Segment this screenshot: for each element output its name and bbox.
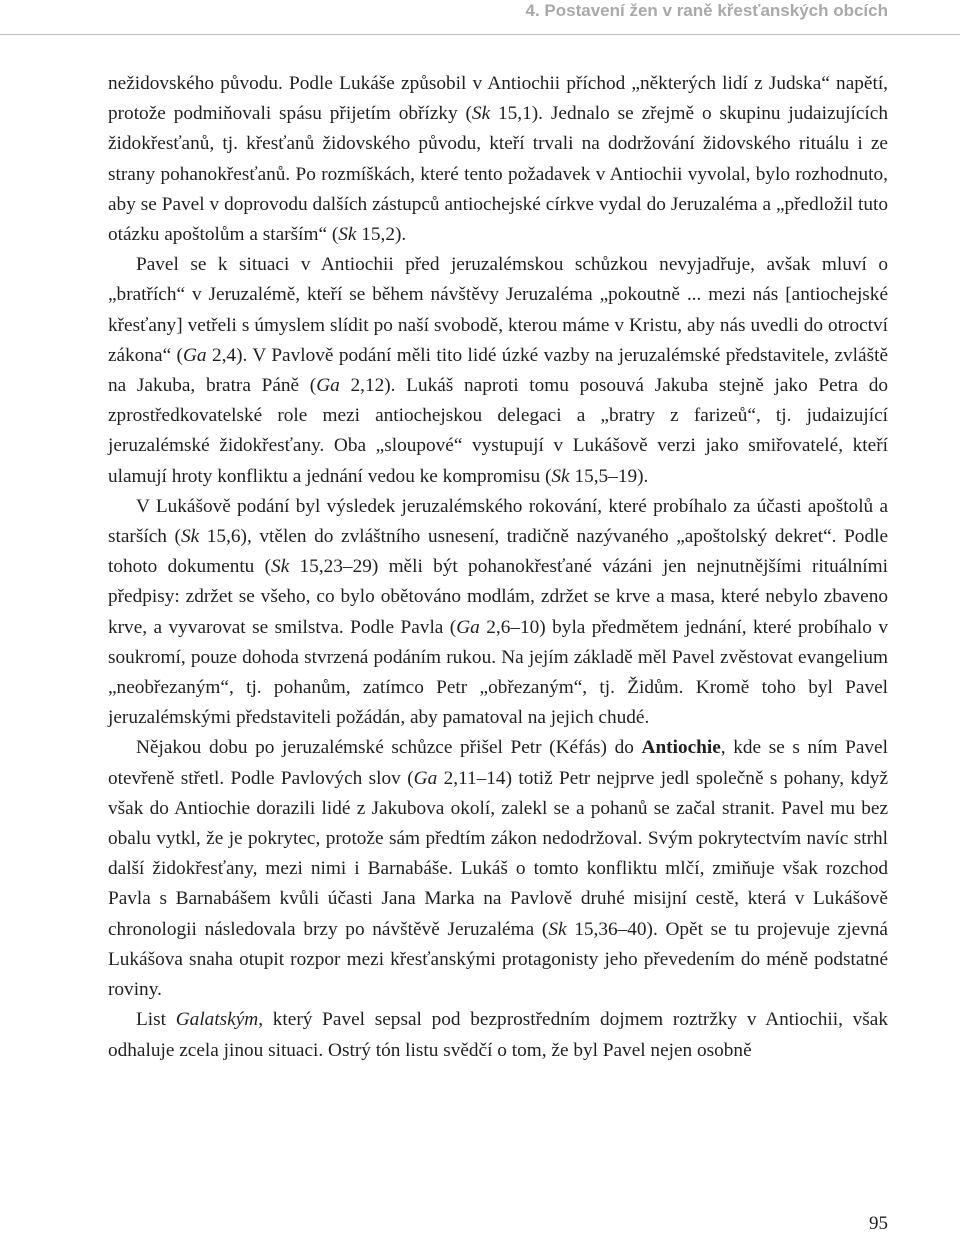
text-run: V Lukášově podání byl výsledek jeruzalémského rokování, které probíhalo za účasti apoštolů a starších ( bbox=[108, 495, 888, 548]
text-run: Pavel se k situaci v Antiochii před jeruzalémskou schůzkou nevyjadřuje, avšak mluví o „bratřích“ v Jeruzalémě, kteří se během návštěvy Jeruzaléma „pokoutně ... mezi nás [antiochejské křesťany] vetřeli s úmyslem slídit po naší svobodě, kterou máme v Kristu, aby nás uvedli do otroctví zákona“ ( bbox=[108, 254, 888, 366]
citation-abbrev: Galatským bbox=[175, 1009, 259, 1031]
text-run: 15,6), vtělen do zvláštního usnesení, tradičně nazývaného „apoštolský dekret“. Podle tohoto dokumentu ( bbox=[108, 526, 888, 578]
citation-abbrev: Sk bbox=[548, 918, 567, 940]
citation-abbrev: Sk bbox=[551, 465, 570, 487]
paragraph bbox=[108, 492, 888, 734]
text-run: 2,6–10) byla předmětem jednání, které probíhalo v soukromí, pouze dohoda stvrzená podáním rukou. Na jejím základě měl Pavel zvěstovat evangelium „neobřezaným“, tj. pohanům, zatímco Petr „obřezaným“, tj. Židům. Kromě toho byl Pavel jeruzalémskými představiteli požádán, aby pamatoval na jejich chudé. bbox=[108, 616, 888, 729]
text-run: 15,36–40). Opět se tu projevuje zjevná Lukášova snaha otupit rozpor mezi křesťanskými protagonisty jeho převedením do méně podstatné roviny. bbox=[108, 918, 888, 1001]
text-run: 15,23–29) měli být pohanokřesťané vázáni jen nejnutnějšími rituálními předpisy: zdržet se všeho, co bylo obětováno modlám, zdržet se krve a masa, které nebylo zbaveno krve, a vyvarovat se smilstva. Podle Pavla ( bbox=[108, 556, 888, 638]
text-run: 15,5–19). bbox=[569, 465, 649, 487]
citation-abbrev: Ga bbox=[413, 767, 438, 789]
paragraph bbox=[108, 1005, 888, 1065]
running-head-title: 4. Postavení žen v raně křesťanských obcích bbox=[525, 1, 888, 20]
citation-abbrev: Ga bbox=[316, 375, 340, 397]
text-run: 15,2). bbox=[356, 224, 407, 246]
citation-abbrev: Sk bbox=[180, 526, 200, 548]
body-text bbox=[108, 69, 888, 1066]
text-run: , který Pavel sepsal pod bezprostředním dojmem roztržky v Antiochii, však odhaluje zcela jinou situaci. Ostrý tón listu svědčí o tom, že byl Pavel nejen osobně bbox=[108, 1009, 888, 1061]
text-run: Nějakou dobu po jeruzalémské schůzce přišel Petr (Kéfás) do bbox=[136, 737, 642, 759]
page-number: 95 bbox=[869, 1213, 888, 1234]
text-run: 2,4). V Pavlově podání měli tito lidé úzké vazby na jeruzalémské představitele, zvláště na Jakuba, bratra Páně ( bbox=[108, 344, 888, 397]
paragraph bbox=[108, 733, 888, 1005]
header-divider bbox=[0, 34, 960, 35]
emphasized-term: Antiochie bbox=[641, 737, 721, 759]
citation-abbrev: Sk bbox=[471, 103, 491, 125]
text-run: nežidovského původu. Podle Lukáše způsobil v Antiochii příchod „některých lidí z Judska“ napětí, protože podmiňovali spásu přijetím obřízky ( bbox=[108, 73, 888, 125]
text-run: 2,11–14) totiž Petr nejprve jedl společně s pohany, když však do Antiochie dorazili lidé z Jakubova okolí, zalekl se a pohanů se začal stranit. Pavel mu bez obalu vytkl, že je pokrytec, protože sám předtím zákon nedodržoval. Svým pokrytectvím navíc strhl další židokřesťany, mezi nimi i Barnabáše. Lukáš o tomto konfliktu mlčí, zmiňuje však rozchod Pavla s Barnabášem kvůli účasti Jana Marka na Pavlově druhé misijní cestě, která v Lukášově chronologii následovala brzy po návštěvě Jeruzaléma ( bbox=[108, 767, 889, 940]
text-run: , kde se s ním Pavel otevřeně střetl. Podle Pavlových slov ( bbox=[108, 737, 888, 789]
paragraph bbox=[108, 69, 888, 250]
citation-abbrev: Sk bbox=[271, 556, 290, 578]
text-run: 2,12). Lukáš naproti tomu posouvá Jakuba stejně jako Petra do zprostředkovatelské role mezi antiochejskou delegaci a „bratry z farizeů“, tj. judaizující jeruzalémské židokřesťany. Oba „sloupové“ vystupují v Lukášově verzi jako smiřovatelé, kteří ulamují hroty konfliktu a jednání vedou ke kompromisu ( bbox=[108, 375, 889, 487]
paragraph bbox=[108, 250, 888, 492]
citation-abbrev: Sk bbox=[338, 224, 357, 246]
text-run: 15,1). Jednalo se zřejmě o skupinu judaizujících židokřesťanů, tj. křesťanů židovského původu, kteří trvali na dodržování židovského rituálu i ze strany pohanokřesťanů. Po rozmíškách, které tento požadavek v Antiochii vyvolal, bylo rozhodnuto, aby se Pavel v doprovodu dalších zástupců antiochejské církve vydal do Jeruzaléma a „předložil tuto otázku apoštolům a starším“ ( bbox=[108, 103, 888, 246]
citation-abbrev: Ga bbox=[456, 616, 480, 638]
citation-abbrev: Ga bbox=[182, 344, 207, 366]
text-run: List bbox=[136, 1009, 176, 1031]
